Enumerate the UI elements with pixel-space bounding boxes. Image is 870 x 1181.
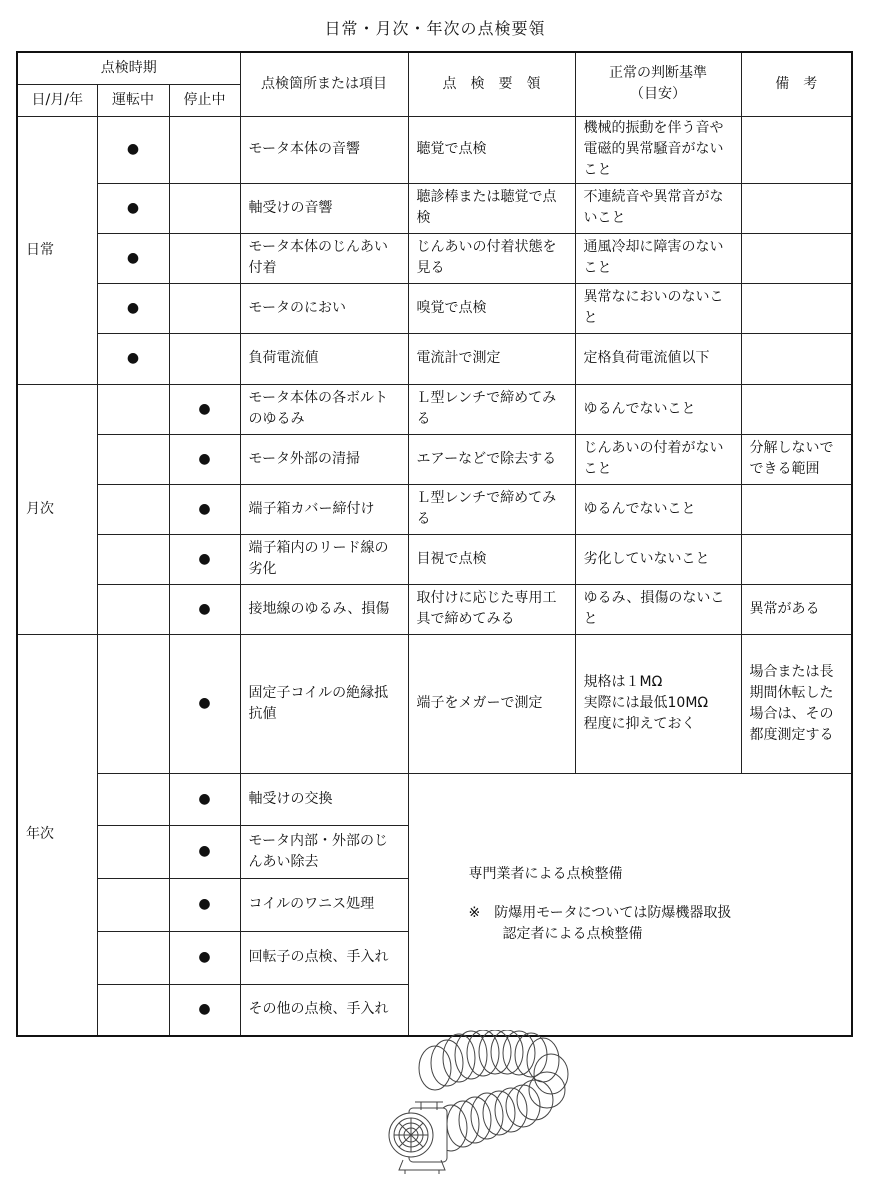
remarks-cell — [741, 283, 852, 333]
item-cell: モータのにおい — [240, 283, 408, 333]
specialist-note-line1: 専門業者による点検整備 — [468, 865, 623, 882]
item-cell: 固定子コイルの絶縁抵抗値 — [240, 634, 408, 773]
criteria-line: 程度に抑えておく — [583, 716, 696, 732]
header-stopped: 停止中 — [169, 84, 240, 116]
criteria-cell: 機械的振動を伴う音や電磁的異常騒音がないこと — [575, 116, 741, 183]
running-marker: ● — [97, 116, 169, 183]
criteria-cell: 劣化していないこと — [575, 534, 741, 584]
fan-housing — [389, 1102, 447, 1174]
specialist-note-line2: ※ 防爆用モータについては防爆機器取扱 — [468, 904, 732, 921]
criteria-cell — [575, 634, 741, 773]
table-row — [17, 484, 852, 534]
stopped-marker: ● — [169, 484, 240, 534]
item-cell: 端子箱内のリード線の劣化 — [240, 534, 408, 584]
remarks-cell: 分解しないでできる範囲 — [741, 434, 852, 484]
table-row — [17, 183, 852, 233]
header-criteria — [575, 52, 741, 116]
method-cell: 聴覚で点検 — [408, 116, 575, 183]
stopped-marker: ● — [169, 534, 240, 584]
header-running: 運転中 — [97, 84, 169, 116]
item-cell: モータ内部・外部のじんあい除去 — [240, 825, 408, 878]
method-cell: 取付けに応じた専用工具で締めてみる — [408, 584, 575, 634]
criteria-cell: 通風冷却に障害のないこと — [575, 233, 741, 283]
table-row — [17, 384, 852, 434]
item-cell: 回転子の点検、手入れ — [240, 931, 408, 984]
stopped-marker: ● — [169, 825, 240, 878]
stopped-marker: ● — [169, 384, 240, 434]
header-method: 点 検 要 領 — [408, 52, 575, 116]
remarks-cell — [741, 484, 852, 534]
criteria-cell: ゆるんでないこと — [575, 484, 741, 534]
item-cell: 接地線のゆるみ、損傷 — [240, 584, 408, 634]
method-cell: 端子をメガーで測定 — [408, 634, 575, 773]
running-marker: ● — [97, 233, 169, 283]
item-cell: その他の点検、手入れ — [240, 984, 408, 1036]
table-row — [17, 333, 852, 384]
table-row — [17, 116, 852, 183]
criteria-cell: 異常なにおいのないこと — [575, 283, 741, 333]
fan-with-duct-icon — [385, 1030, 585, 1175]
table-row — [17, 233, 852, 283]
method-cell: エアーなどで除去する — [408, 434, 575, 484]
method-cell: じんあいの付着状態を見る — [408, 233, 575, 283]
header-inspection-period: 点検時期 — [17, 52, 240, 84]
method-cell: 目視で点検 — [408, 534, 575, 584]
item-cell: モータ外部の清掃 — [240, 434, 408, 484]
remarks-cell — [741, 534, 852, 584]
stopped-marker: ● — [169, 584, 240, 634]
stopped-marker: ● — [169, 634, 240, 773]
table-row — [17, 634, 852, 773]
criteria-line: 実際には最低10MΩ — [583, 695, 709, 711]
method-cell: 電流計で測定 — [408, 333, 575, 384]
stopped-marker: ● — [169, 434, 240, 484]
table-row — [17, 434, 852, 484]
item-cell: 軸受けの音響 — [240, 183, 408, 233]
criteria-cell: ゆるんでないこと — [575, 384, 741, 434]
table-row — [17, 584, 852, 634]
criteria-cell: 不連続音や異常音がないこと — [575, 183, 741, 233]
running-marker: ● — [97, 183, 169, 233]
criteria-cell: じんあいの付着がないこと — [575, 434, 741, 484]
group-yearly: 年次 — [17, 634, 97, 1036]
method-cell: 聴診棒または聴覚で点検 — [408, 183, 575, 233]
table-row — [17, 283, 852, 333]
remarks-cell: 場合または長期間休転した場合は、その都度測定する — [741, 634, 852, 773]
stopped-marker: ● — [169, 773, 240, 825]
item-cell: モータ本体の音響 — [240, 116, 408, 183]
item-cell: 負荷電流値 — [240, 333, 408, 384]
group-monthly: 月次 — [17, 384, 97, 634]
criteria-line: 規格は１MΩ — [583, 674, 663, 690]
criteria-cell: 定格負荷電流値以下 — [575, 333, 741, 384]
specialist-note — [408, 773, 852, 1036]
page-title: 日常・月次・年次の点検要領 — [324, 19, 546, 38]
group-daily: 日常 — [17, 116, 97, 384]
remarks-cell — [741, 116, 852, 183]
table-row — [17, 773, 852, 825]
item-cell: 端子箱カバー締付け — [240, 484, 408, 534]
specialist-note-line3: 認定者による点検整備 — [502, 925, 643, 942]
header-remarks: 備 考 — [741, 52, 852, 116]
item-cell: モータ本体のじんあい付着 — [240, 233, 408, 283]
header-item: 点検箇所または項目 — [240, 52, 408, 116]
remarks-cell: 異常がある — [741, 584, 852, 634]
remarks-cell — [741, 233, 852, 283]
running-marker: ● — [97, 283, 169, 333]
remarks-cell — [741, 333, 852, 384]
table-row — [17, 534, 852, 584]
header-frequency: 日/月/年 — [17, 84, 97, 116]
method-cell: 嗅覚で点検 — [408, 283, 575, 333]
criteria-cell: ゆるみ、損傷のないこと — [575, 584, 741, 634]
method-cell: Ｌ型レンチで締めてみる — [408, 484, 575, 534]
item-cell: モータ本体の各ボルトのゆるみ — [240, 384, 408, 434]
method-cell: Ｌ型レンチで締めてみる — [408, 384, 575, 434]
item-cell: コイルのワニス処理 — [240, 878, 408, 931]
item-cell: 軸受けの交換 — [240, 773, 408, 825]
stopped-marker: ● — [169, 931, 240, 984]
remarks-cell — [741, 384, 852, 434]
remarks-cell — [741, 183, 852, 233]
header-criteria-line2: （目安） — [630, 86, 686, 103]
stopped-marker: ● — [169, 984, 240, 1036]
stopped-marker: ● — [169, 878, 240, 931]
header-criteria-line1: 正常の判断基準 — [609, 65, 707, 82]
inspection-table — [16, 51, 853, 1037]
running-marker: ● — [97, 333, 169, 384]
